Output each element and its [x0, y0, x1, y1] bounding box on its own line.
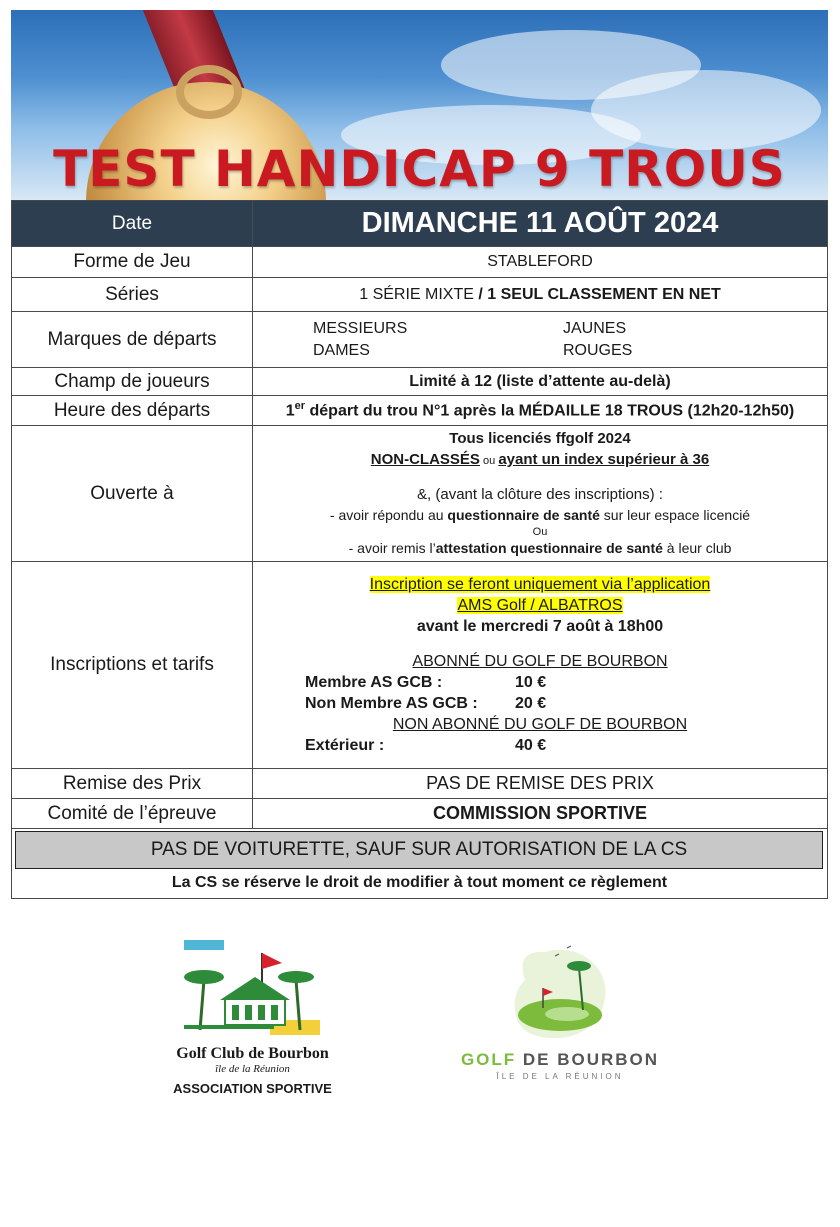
tarifs-non-abonne	[253, 735, 827, 756]
row-ouverte	[12, 426, 828, 562]
inscriptions-label: Inscriptions et tarifs	[12, 562, 253, 769]
tarif-membre-label: Membre AS GCB :	[305, 674, 443, 691]
inscriptions-line2	[253, 595, 827, 616]
tarifs-abonne	[253, 672, 827, 714]
rules-table	[11, 200, 828, 829]
row-remise	[12, 769, 828, 799]
tarif-non-membre-price: 20 €	[515, 695, 547, 712]
golf-de-bourbon-logo	[455, 940, 665, 1090]
logo1-association: ASSOCIATION SPORTIVE	[173, 1081, 332, 1096]
footer-block	[11, 829, 828, 899]
series-value-b: 1 SEUL CLASSEMENT EN NET	[487, 285, 721, 303]
remise-value: PAS DE REMISE DES PRIX	[253, 769, 828, 799]
tarif-exterieur-label: Extérieur :	[305, 737, 385, 754]
non-abonne-heading: NON ABONNÉ DU GOLF DE BOURBON	[392, 716, 688, 733]
tarif-exterieur-price: 40 €	[515, 737, 547, 754]
inscriptions-deadline: avant le mercredi 7 août à 18h00	[416, 618, 664, 635]
row-series	[12, 278, 828, 312]
ouverte-label: Ouverte à	[12, 426, 253, 562]
ouverte-or: ou	[479, 455, 499, 467]
row-comite	[12, 799, 828, 829]
champ-label: Champ de joueurs	[12, 368, 253, 396]
heure-ordinal-suffix: er	[294, 400, 306, 413]
heure-text: départ du trou N°1 après la MÉDAILLE 18 TROUS (12h20-12h50)	[305, 402, 795, 420]
ouverte-nonclasses: NON-CLASSÉS	[370, 451, 480, 468]
tarif-non-membre-label: Non Membre AS GCB :	[305, 695, 478, 712]
ouverte-line1: Tous licenciés ffgolf 2024	[449, 430, 631, 447]
heure-value	[253, 396, 828, 426]
ouverte-line4	[253, 505, 827, 526]
series-label: Séries	[12, 278, 253, 312]
row-date	[12, 201, 828, 247]
footer-note: La CS se réserve le droit de modifier à tout moment ce règlement	[171, 874, 668, 891]
comite-label: Comité de l’épreuve	[12, 799, 253, 829]
row-marques	[12, 312, 828, 368]
clubhouse-palm-icon	[170, 935, 335, 1040]
marque-men-color: JAUNES	[563, 319, 627, 337]
logo1-name: Golf Club de Bourbon	[176, 1045, 329, 1062]
inscriptions-line1	[253, 574, 827, 595]
row-inscriptions	[12, 562, 828, 769]
logo2-golf: GOLF	[460, 1050, 517, 1069]
series-sep: /	[473, 285, 488, 303]
medal-ring	[176, 65, 242, 119]
ouverte-line4a: - avoir répondu au	[329, 507, 448, 523]
marques-grid	[253, 318, 827, 362]
ouverte-index: ayant un index supérieur à 36	[498, 451, 710, 468]
ouverte-line2	[253, 449, 827, 472]
marque-women: DAMES	[313, 341, 370, 359]
inscriptions-app-text: Inscription se feront uniquement via l’application	[369, 576, 711, 593]
golf-club-bourbon-logo	[170, 935, 335, 1100]
date-label: Date	[12, 201, 253, 247]
marque-women-color: ROUGES	[563, 341, 633, 359]
logo2-name	[455, 1050, 665, 1070]
row-forme	[12, 247, 828, 278]
date-value: DIMANCHE 11 AOÛT 2024	[253, 201, 828, 247]
comite-value: COMMISSION SPORTIVE	[253, 799, 828, 829]
champ-value: Limité à 12 (liste d’attente au-delà)	[253, 368, 828, 396]
inscriptions-app-name: AMS Golf / ALBATROS	[457, 597, 623, 614]
tarif-membre-price: 10 €	[515, 674, 547, 691]
page-title: TEST HANDICAP 9 TROUS	[53, 140, 786, 198]
ouverte-line4b: questionnaire de santé	[447, 507, 600, 523]
logo2-bourbon: DE BOURBON	[516, 1050, 660, 1069]
ouverte-line6	[253, 538, 827, 559]
ouverte-line5: Ou	[532, 526, 548, 538]
row-champ	[12, 368, 828, 396]
ouverte-line4c: sur leur espace licencié	[599, 507, 751, 523]
marques-value	[253, 312, 828, 368]
forme-label: Forme de Jeu	[12, 247, 253, 278]
notice-box: PAS DE VOITURETTE, SAUF SUR AUTORISATION DE LA CS	[15, 831, 823, 869]
heure-ordinal: 1	[285, 402, 295, 420]
inscriptions-value	[253, 562, 828, 769]
logo2-place: ÎLE DE LA RÉUNION	[496, 1072, 624, 1081]
island-golf-icon	[455, 940, 665, 1045]
ouverte-line6a: - avoir remis l’	[348, 540, 436, 556]
ouverte-line3: &, (avant la clôture des inscriptions) :	[417, 486, 663, 503]
heure-label: Heure des départs	[12, 396, 253, 426]
series-value	[253, 278, 828, 312]
abonne-heading: ABONNÉ DU GOLF DE BOURBON	[412, 653, 668, 670]
ouverte-line6b: attestation questionnaire de santé	[435, 540, 663, 556]
ouverte-value	[253, 426, 828, 562]
ouverte-line6c: à leur club	[662, 540, 732, 556]
forme-value: STABLEFORD	[253, 247, 828, 278]
marque-men: MESSIEURS	[313, 319, 408, 337]
series-value-a: 1 SÉRIE MIXTE	[359, 285, 474, 303]
marques-label: Marques de départs	[12, 312, 253, 368]
row-heure	[12, 396, 828, 426]
logo1-place: île de la Réunion	[215, 1063, 290, 1075]
remise-label: Remise des Prix	[12, 769, 253, 799]
